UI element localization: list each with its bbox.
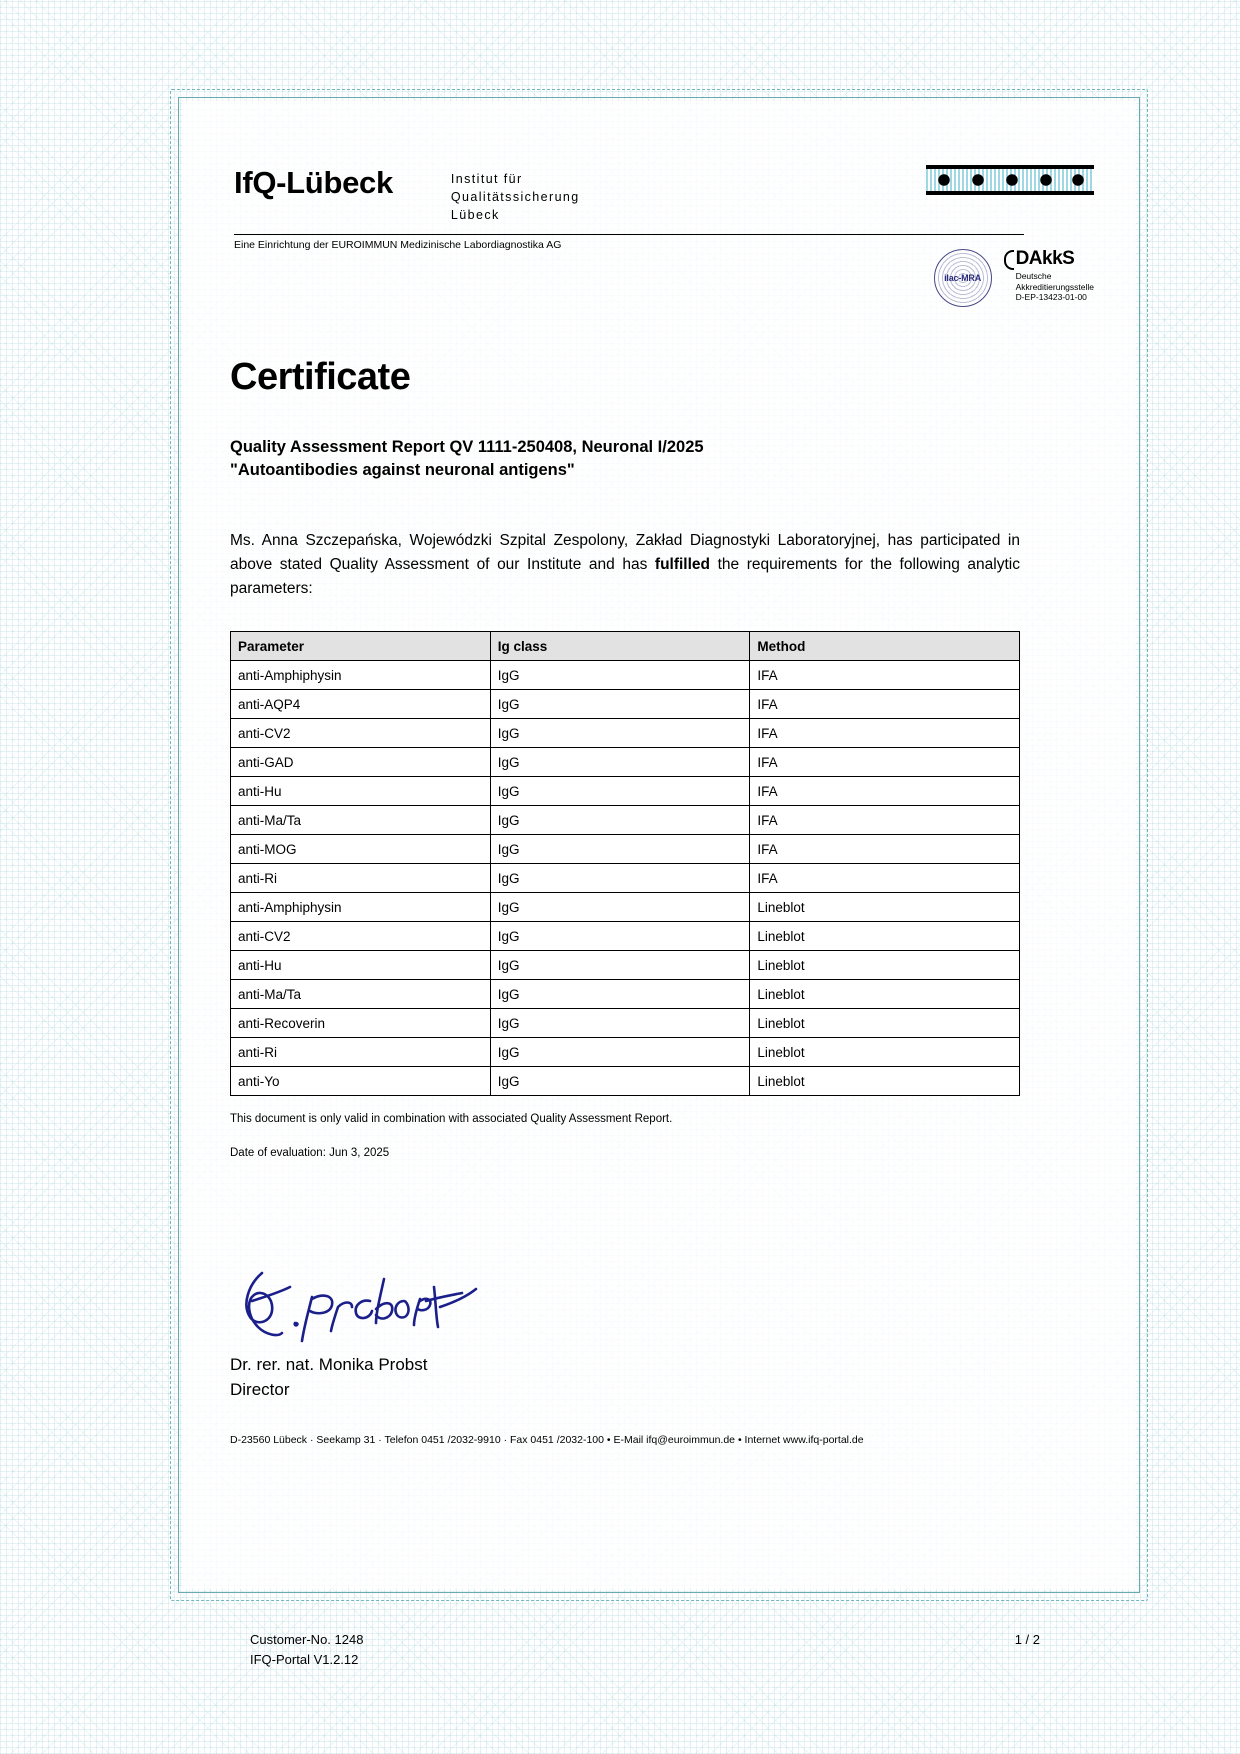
cell-method: Lineblot — [750, 980, 1020, 1009]
cell-parameter: anti-Recoverin — [231, 1009, 491, 1038]
cell-parameter: anti-Hu — [231, 777, 491, 806]
table-row — [231, 893, 1020, 922]
customer-number: Customer-No. 1248 — [250, 1632, 364, 1647]
cell-ig-class: IgG — [490, 1009, 750, 1038]
cell-ig-class: IgG — [490, 690, 750, 719]
page-title: Certificate — [230, 356, 411, 398]
cell-parameter: anti-Amphiphysin — [231, 661, 491, 690]
signature-image — [234, 1261, 484, 1351]
cell-method: Lineblot — [750, 1038, 1020, 1067]
cell-ig-class: IgG — [490, 951, 750, 980]
cell-ig-class: IgG — [490, 835, 750, 864]
table-row — [231, 1038, 1020, 1067]
cell-method: IFA — [750, 748, 1020, 777]
cell-parameter: anti-Ma/Ta — [231, 980, 491, 1009]
letterhead-subline: Eine Einrichtung der EUROIMMUN Medizinische Labordiagnostika AG — [234, 239, 562, 252]
cell-parameter: anti-Yo — [231, 1067, 491, 1096]
cell-ig-class: IgG — [490, 864, 750, 893]
cell-parameter: anti-Ma/Ta — [231, 806, 491, 835]
table-row — [231, 864, 1020, 893]
brand-name: IfQ-Lübeck — [234, 165, 393, 200]
report-subtitle-line-2: "Autoantibodies against neuronal antigens" — [230, 461, 575, 480]
dakks-logo — [1004, 249, 1094, 303]
cell-ig-class: IgG — [490, 777, 750, 806]
cell-method: Lineblot — [750, 1009, 1020, 1038]
parameters-table — [230, 631, 1020, 1096]
dakks-line-1: Deutsche — [1015, 271, 1052, 281]
institute-line-1: Institut für — [450, 172, 523, 186]
ilac-mra-label: ilac-MRA — [944, 273, 982, 283]
signatory-role: Director — [230, 1379, 290, 1399]
portal-version: IFQ-Portal V1.2.12 — [250, 1651, 359, 1667]
cell-ig-class: IgG — [490, 748, 750, 777]
cell-method: IFA — [750, 864, 1020, 893]
cell-parameter: anti-CV2 — [231, 922, 491, 951]
table-row — [231, 748, 1020, 777]
accreditation-logos — [934, 249, 1094, 307]
cell-parameter: anti-Hu — [231, 951, 491, 980]
intro-emphasis: fulfilled — [654, 556, 711, 574]
page-footer — [250, 1630, 1040, 1669]
signature-icon — [234, 1261, 484, 1351]
letterhead — [234, 161, 1094, 251]
table-row — [231, 922, 1020, 951]
cell-parameter: anti-Ri — [231, 1038, 491, 1067]
intro-text-part-1: Ms. Anna Szczepańska, Wojewódzki Szpital Zespolony, Zakład Diagnostyki Laboratoryjnej, has participated in above stated Quality Assessment of our Institute and has — [230, 532, 1020, 574]
column-header-method: Method — [750, 632, 1020, 661]
ilac-mra-seal-icon — [934, 249, 992, 307]
cell-method: IFA — [750, 777, 1020, 806]
cell-method: Lineblot — [750, 893, 1020, 922]
cell-method: Lineblot — [750, 951, 1020, 980]
cell-method: IFA — [750, 690, 1020, 719]
cell-parameter: anti-AQP4 — [231, 690, 491, 719]
intro-text-part-2: the requirements for the following analytic parameters: — [230, 556, 1020, 598]
cell-method: IFA — [750, 806, 1020, 835]
cell-parameter: anti-GAD — [231, 748, 491, 777]
cell-parameter: anti-CV2 — [231, 719, 491, 748]
cell-parameter: anti-Amphiphysin — [231, 893, 491, 922]
page-footer-left — [250, 1630, 363, 1669]
cell-ig-class: IgG — [490, 980, 750, 1009]
dakks-label: DAkkS — [1004, 249, 1094, 268]
table-row — [231, 719, 1020, 748]
cell-ig-class: IgG — [490, 922, 750, 951]
report-subtitle — [230, 436, 1030, 483]
cell-ig-class: IgG — [490, 806, 750, 835]
validity-note: This document is only valid in combination with associated Quality Assessment Report. — [230, 1113, 673, 1125]
intro-paragraph — [230, 529, 1020, 601]
dakks-line-3: D-EP-13423-01-00 — [1015, 292, 1087, 303]
table-row — [231, 835, 1020, 864]
certificate-footer: D-23560 Lübeck · Seekamp 31 · Telefon 0451 /2032-9910 · Fax 0451 /2032-100 • E-Mail ifq@euroimmun.de • Internet www.ifq-portal.de — [230, 1434, 864, 1446]
cell-method: IFA — [750, 661, 1020, 690]
table-row — [231, 980, 1020, 1009]
table-row — [231, 661, 1020, 690]
table-row — [231, 1067, 1020, 1096]
signatory-block — [230, 1353, 427, 1402]
barcode-icon — [926, 165, 1094, 195]
cell-method: Lineblot — [750, 922, 1020, 951]
evaluation-date: Date of evaluation: Jun 3, 2025 — [230, 1147, 390, 1159]
cell-ig-class: IgG — [490, 893, 750, 922]
table-header-row — [231, 632, 1020, 661]
column-header-parameter: Parameter — [231, 632, 491, 661]
table-row — [231, 777, 1020, 806]
cell-method: IFA — [750, 835, 1020, 864]
table-row — [231, 951, 1020, 980]
letterhead-divider — [234, 234, 1024, 235]
table-row — [231, 1009, 1020, 1038]
institute-line-3: Lübeck — [450, 208, 500, 223]
institute-line-2: Qualitätssicherung — [450, 190, 580, 205]
table-row — [231, 806, 1020, 835]
table-row — [231, 690, 1020, 719]
dakks-line-2: Akkreditierungsstelle — [1015, 281, 1094, 292]
page-number: 1 / 2 — [1014, 1632, 1040, 1647]
cell-ig-class: IgG — [490, 661, 750, 690]
cell-method: Lineblot — [750, 1067, 1020, 1096]
cell-parameter: anti-Ri — [231, 864, 491, 893]
signatory-name: Dr. rer. nat. Monika Probst — [230, 1355, 428, 1374]
certificate-content — [182, 101, 1136, 1589]
cell-method: IFA — [750, 719, 1020, 748]
cell-parameter: anti-MOG — [231, 835, 491, 864]
cell-ig-class: IgG — [490, 719, 750, 748]
column-header-ig-class: Ig class — [490, 632, 750, 661]
institute-name — [451, 161, 580, 224]
cell-ig-class: IgG — [490, 1038, 750, 1067]
report-subtitle-line-1: Quality Assessment Report QV 1111-250408, Neuronal I/2025 — [230, 438, 704, 456]
cell-ig-class: IgG — [490, 1067, 750, 1096]
dakks-details — [1016, 271, 1094, 303]
